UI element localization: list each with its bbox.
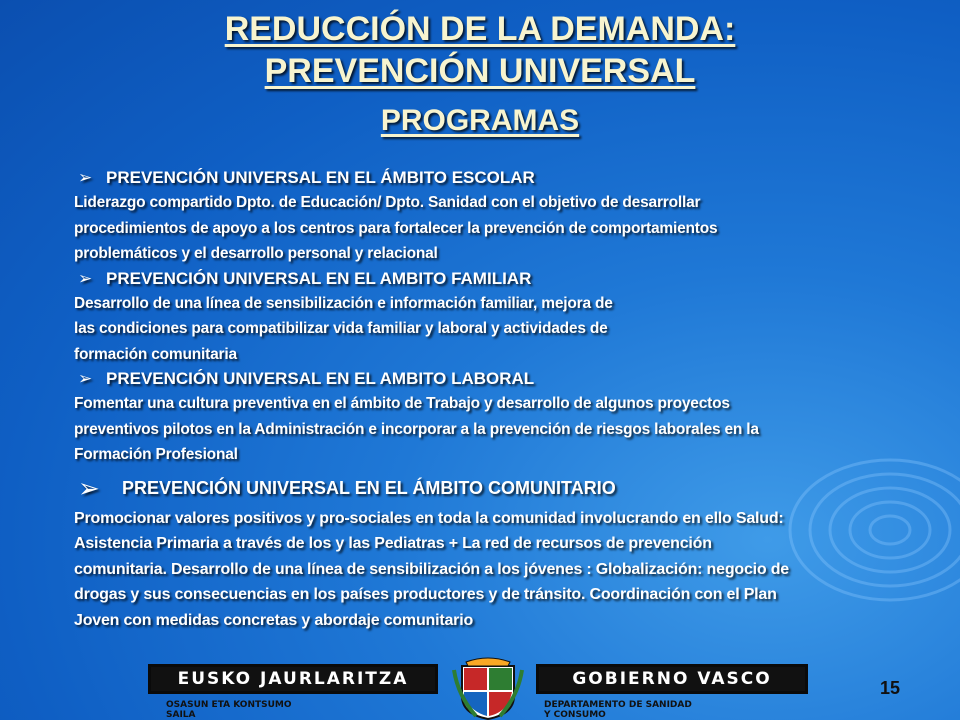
department-basque [166,700,292,720]
section-line: las condiciones para compatibilizar vida familiar y laboral y actividades de [74,320,608,337]
government-logo [148,656,808,720]
logo-text-spanish: GOBIERNO VASCO [539,667,805,691]
section-heading [78,367,904,391]
content-area [74,166,904,633]
section-laboral [74,367,904,468]
coat-of-arms-icon [448,656,528,720]
section-heading [78,166,904,190]
section-line: Desarrollo de una línea de sensibilización e información familiar, mejora de [74,294,613,312]
section-heading-text: PREVENCIÓN UNIVERSAL EN EL AMBITO LABORAL [106,369,535,388]
section-line: Fomentar una cultura preventiva en el ámbito de Trabajo y desarrollo de algunos proyectos [74,395,730,412]
section-escolar [74,166,904,267]
slide-title-line1: REDUCCIÓN DE LA DEMANDA: [224,10,736,48]
department-basque-line1: OSASUN ETA KONTSUMO [166,700,292,710]
logo-text-basque: EUSKO JAURLARITZA [151,667,435,691]
section-line: Liderazgo compartido Dpto. de Educación/ Dpto. Sanidad con el objetivo de desarrollar [74,194,701,211]
logo-bar-right [536,664,808,694]
section-line: formación comunitaria [74,345,237,363]
section-line: procedimientos de apoyo a los centros para fortalecer la prevención de comportamientos [74,219,718,237]
section-heading-text: PREVENCIÓN UNIVERSAL EN EL AMBITO FAMILIAR [106,268,532,288]
section-line: Formación Profesional [74,446,238,463]
section-line: Asistencia Primaria a través de los y las Pediatras + La red de recursos de prevención [74,535,712,552]
section-line: drogas y sus consecuencias en los países productores y de tránsito. Coordinación con el Plan [74,586,777,603]
section-comunitario [74,472,904,634]
arrow-bullet-icon: ➢ [78,168,93,187]
section-line: problemáticos y el desarrollo personal y relacional [74,245,438,262]
section-line: Promocionar valores positivos y pro-sociales en toda la comunidad involucrando en ello Salud: [74,509,784,527]
section-heading-text: PREVENCIÓN UNIVERSAL EN EL ÁMBITO ESCOLAR [106,168,535,187]
department-spanish-line2: Y CONSUMO [544,710,606,720]
department-spanish-line1: DEPARTAMENTO DE SANIDAD [544,700,692,710]
section-line: comunitaria. Desarrollo de una línea de sensibilización a los jóvenes : Globalización: negocio de [74,560,790,578]
page-number: 15 [880,678,901,698]
section-heading [78,472,904,506]
slide-title-line2: PREVENCIÓN UNIVERSAL [264,52,696,90]
arrow-bullet-icon: ➢ [78,369,93,388]
department-spanish [544,700,692,720]
section-line: preventivos pilotos en la Administración e incorporar a la prevención de riesgos laborales en la [74,420,759,438]
arrow-bullet-icon: ➢ [78,268,93,288]
arrow-bullet-icon: ➢ [78,473,100,503]
section-line: Joven con medidas concretas y abordaje comunitario [74,611,474,629]
section-familiar [74,267,904,368]
section-heading-text: PREVENCIÓN UNIVERSAL EN EL ÁMBITO COMUNITARIO [122,478,616,498]
logo-bar-left [148,664,438,694]
department-basque-line2: SAILA [166,710,196,720]
section-heading [78,267,904,291]
slide-subtitle: PROGRAMAS [380,104,580,137]
